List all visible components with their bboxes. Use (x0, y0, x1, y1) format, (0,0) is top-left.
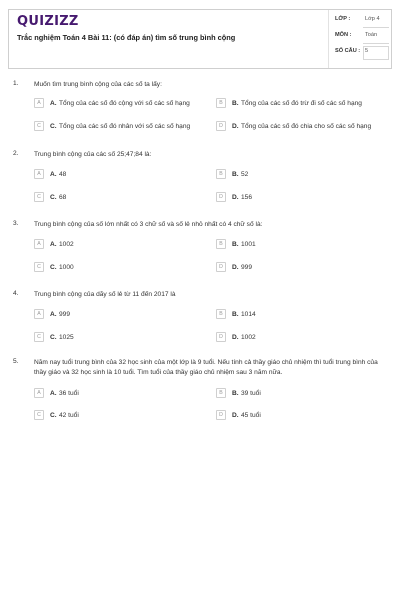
worksheet-title: Trắc nghiệm Toán 4 Bài 11: (có đáp án) tìm số trung bình cộng (17, 33, 236, 42)
meta-subject-value: Toán (365, 32, 378, 38)
option-letter: B. (232, 170, 239, 178)
meta-subject-underline (363, 43, 389, 44)
option-text: 156 (241, 193, 253, 201)
option-b[interactable] (216, 169, 386, 183)
option-text: 52 (241, 170, 249, 178)
option-letter: D. (232, 193, 239, 201)
option-d[interactable] (216, 192, 386, 206)
option-text: 1002 (59, 240, 74, 248)
option-letter: B. (232, 310, 239, 318)
option-text: 45 tuổi (241, 411, 261, 419)
option-b-box[interactable]: B (216, 98, 226, 108)
option-letter: B. (232, 240, 239, 248)
option-text: 999 (241, 263, 253, 271)
question-text: Năm nay tuổi trung bình của 32 học sinh của một lớp là 9 tuổi. Nếu tính cả thầy giáo chủ nhiệm thì tuổi trung bình của thầy giáo và 32 học sinh là 10 tuổi. Tìm tuổi của thầy giáo chủ nhiệm sau 3 năm nữa. (34, 359, 378, 376)
option-text: 1025 (59, 333, 74, 341)
meta-count-value: 5 (365, 48, 369, 54)
option-c-box[interactable]: C (34, 121, 44, 131)
option-letter: C. (50, 333, 57, 341)
option-a[interactable] (34, 98, 204, 112)
option-letter: D. (232, 263, 239, 271)
option-text: Tổng của các số đó nhân với số các số hạng (59, 122, 191, 130)
option-text: 1000 (59, 263, 74, 271)
question-number: 1. (13, 80, 19, 87)
option-letter: A. (50, 99, 57, 107)
option-text: Tổng của các số đó trừ đi số các số hạng (241, 99, 362, 107)
meta-question-count (331, 46, 389, 60)
option-b-box[interactable]: B (216, 169, 226, 179)
question-text: Muốn tìm trung bình cộng của các số ta lấy: (34, 81, 162, 88)
option-c[interactable] (34, 332, 204, 346)
meta-count-label: SỐ CÂU : (335, 48, 361, 54)
option-letter: D. (232, 333, 239, 341)
option-b-box[interactable]: B (216, 309, 226, 319)
option-c-box[interactable]: C (34, 192, 44, 202)
question-number: 4. (13, 290, 19, 297)
option-d-box[interactable]: D (216, 192, 226, 202)
option-letter: A. (50, 310, 57, 318)
option-c-box[interactable]: C (34, 410, 44, 420)
option-c[interactable] (34, 121, 204, 135)
meta-class-underline (363, 27, 389, 28)
option-c-box[interactable]: C (34, 332, 44, 342)
option-text: 1001 (241, 240, 256, 248)
option-d[interactable] (216, 410, 386, 424)
option-text: 36 tuổi (59, 389, 79, 397)
question-number: 3. (13, 220, 19, 227)
option-letter: A. (50, 240, 57, 248)
option-letter: D. (232, 122, 239, 130)
option-text: 39 tuổi (241, 389, 261, 397)
option-b[interactable] (216, 98, 386, 112)
option-c[interactable] (34, 192, 204, 206)
question-text: Trung bình cộng của dãy số lẻ từ 11 đến 2017 là (34, 291, 176, 298)
option-letter: C. (50, 193, 57, 201)
option-b-box[interactable]: B (216, 388, 226, 398)
option-b-box[interactable]: B (216, 239, 226, 249)
option-letter: B. (232, 99, 239, 107)
option-text: 1014 (241, 310, 256, 318)
option-a-box[interactable]: A (34, 309, 44, 319)
option-a[interactable] (34, 169, 204, 183)
option-letter: A. (50, 170, 57, 178)
option-letter: C. (50, 263, 57, 271)
question-number: 5. (13, 358, 19, 365)
option-text: 1002 (241, 333, 256, 341)
question-text: Trung bình cộng của số lớn nhất có 3 chữ số và số lẻ nhỏ nhất có 4 chữ số là: (34, 221, 263, 228)
option-d[interactable] (216, 332, 386, 346)
option-letter: C. (50, 411, 57, 419)
header-divider (328, 10, 329, 68)
option-letter: C. (50, 122, 57, 130)
quizizz-logo: QUIZIZZ (17, 14, 79, 29)
question-number: 2. (13, 150, 19, 157)
meta-class-label: LỚP : (335, 16, 351, 22)
option-text: 999 (59, 310, 71, 318)
option-text: 42 tuổi (59, 411, 79, 419)
option-a-box[interactable]: A (34, 169, 44, 179)
worksheet-header (8, 9, 392, 69)
option-text: Tổng của các số đó cộng với số các số hạng (59, 99, 190, 107)
option-text: 68 (59, 193, 67, 201)
option-c[interactable] (34, 262, 204, 276)
option-d-box[interactable]: D (216, 410, 226, 420)
option-text: 48 (59, 170, 67, 178)
option-b[interactable] (216, 309, 386, 323)
option-a[interactable] (34, 309, 204, 323)
option-d-box[interactable]: D (216, 262, 226, 272)
option-c-box[interactable]: C (34, 262, 44, 272)
option-a-box[interactable]: A (34, 98, 44, 108)
question-text: Trung bình cộng của các số 25;47;84 là: (34, 151, 152, 158)
meta-class (331, 14, 389, 28)
meta-subject-label: MÔN : (335, 32, 352, 38)
option-b[interactable] (216, 388, 386, 402)
option-c[interactable] (34, 410, 204, 424)
option-a[interactable] (34, 239, 204, 253)
option-a-box[interactable]: A (34, 239, 44, 249)
option-d-box[interactable]: D (216, 332, 226, 342)
option-letter: D. (232, 411, 239, 419)
option-d-box[interactable]: D (216, 121, 226, 131)
option-d[interactable] (216, 121, 386, 135)
meta-subject (331, 30, 389, 44)
option-text: Tổng của các số đó chia cho số các số hạng (241, 122, 372, 130)
option-letter: A. (50, 389, 57, 397)
option-letter: B. (232, 389, 239, 397)
meta-class-value: Lớp 4 (365, 16, 380, 22)
option-a[interactable] (34, 388, 204, 402)
option-d[interactable] (216, 262, 386, 276)
option-a-box[interactable]: A (34, 388, 44, 398)
option-b[interactable] (216, 239, 386, 253)
